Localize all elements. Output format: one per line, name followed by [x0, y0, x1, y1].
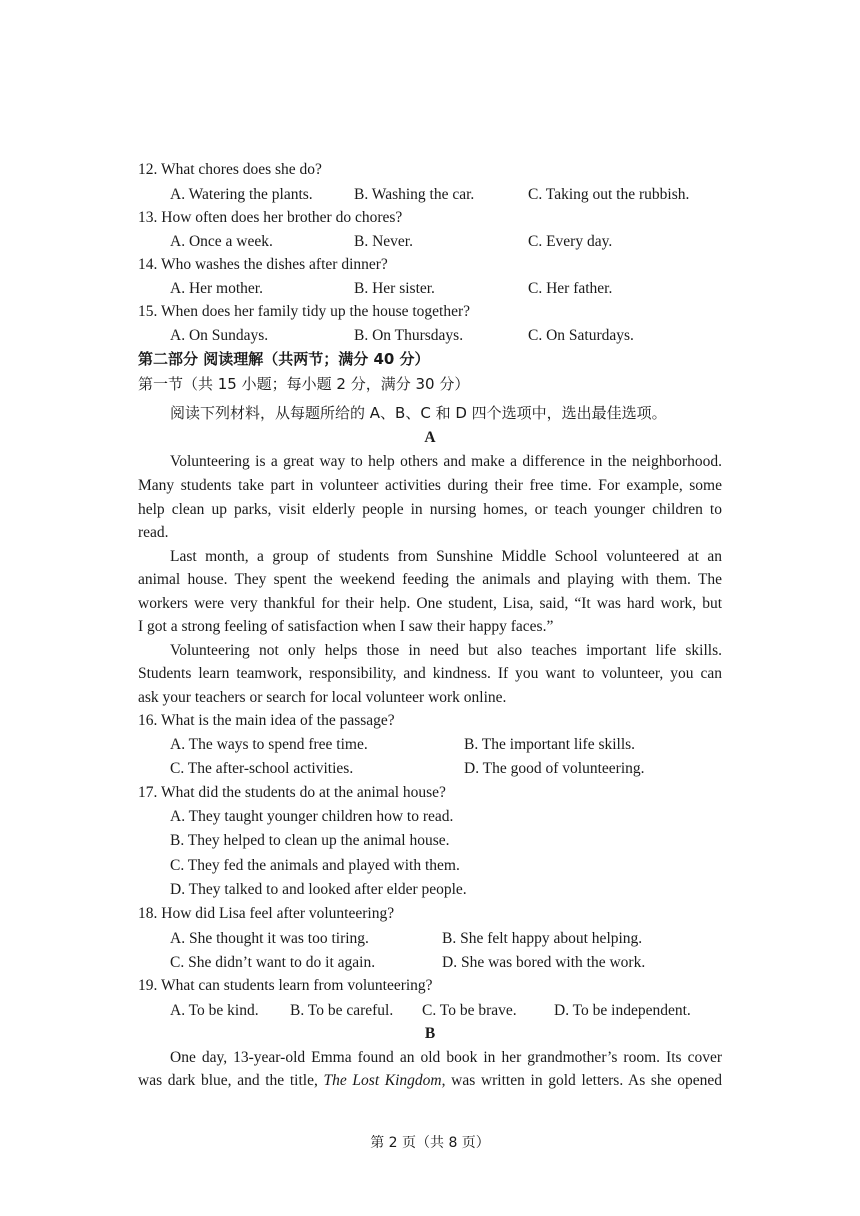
question-14-option-c: C. Her father. — [528, 280, 613, 297]
passage-a-line: Students learn teamwork, responsibility, and kindness. If you want to volunteer, you can — [138, 665, 722, 682]
passage-b-line — [138, 1071, 722, 1091]
question-16-option-d: D. The good of volunteering. — [464, 760, 645, 777]
passage-a-line: Volunteering not only helps those in need but also teaches important life skills. — [170, 642, 722, 659]
passage-b-label: B — [424, 1025, 436, 1042]
question-12-option-a: A. Watering the plants. — [170, 186, 313, 203]
question-13-option-b: B. Never. — [354, 233, 413, 250]
question-13-option-c: C. Every day. — [528, 233, 613, 250]
question-16-option-c: C. The after-school activities. — [170, 760, 354, 777]
question-12-option-b: B. Washing the car. — [354, 186, 475, 203]
question-14-option-b: B. Her sister. — [354, 280, 435, 297]
question-16-option-a: A. The ways to spend free time. — [170, 736, 368, 753]
question-18-option-d: D. She was bored with the work. — [442, 954, 646, 971]
question-16-option-b: B. The important life skills. — [464, 736, 636, 753]
question-15-option-a: A. On Sundays. — [170, 327, 269, 344]
passage-a-line: Many students take part in volunteer activities during their free time. For example, some — [138, 477, 722, 494]
question-13-stem: 13. How often does her brother do chores? — [138, 209, 403, 226]
section-part-title: 第一节（共 15 小题；每小题 2 分，满分 30 分） — [138, 375, 470, 393]
passage-a-line: animal house. They spent the weekend feeding the animals and playing with them. The — [138, 571, 722, 588]
passage-b-line: One day, 13-year-old Emma found an old book in her grandmother’s room. Its cover — [170, 1049, 722, 1066]
question-19-stem: 19. What can students learn from volunteering? — [138, 977, 433, 994]
question-19-option-d: D. To be independent. — [554, 1002, 691, 1019]
question-12-option-c: C. Taking out the rubbish. — [528, 186, 690, 203]
question-18-option-a: A. She thought it was too tiring. — [170, 930, 369, 947]
question-19-option-a: A. To be kind. — [170, 1002, 259, 1019]
question-17-option-d: D. They talked to and looked after elder people. — [170, 881, 467, 898]
question-19-option-c: C. To be brave. — [422, 1002, 517, 1019]
question-17-stem: 17. What did the students do at the animal house? — [138, 784, 446, 801]
book-title: The Lost Kingdom — [323, 1072, 442, 1089]
question-12-stem: 12. What chores does she do? — [138, 161, 322, 178]
passage-b-text: was dark blue, and the title, — [138, 1072, 324, 1089]
passage-b-text: , was written in gold letters. As she opened — [441, 1072, 722, 1089]
passage-a-line: I got a strong feeling of satisfaction when I saw their happy faces.” — [138, 618, 554, 635]
question-15-stem: 15. When does her family tidy up the house together? — [138, 303, 471, 320]
question-17-option-b: B. They helped to clean up the animal house. — [170, 832, 450, 849]
question-15-option-b: B. On Thursdays. — [354, 327, 464, 344]
section-instruction: 阅读下列材料，从每题所给的 A、B、C 和 D 四个选项中，选出最佳选项。 — [170, 404, 667, 422]
question-18-stem: 18. How did Lisa feel after volunteering? — [138, 905, 395, 922]
passage-a-line: Last month, a group of students from Sunshine Middle School volunteered at an — [170, 548, 722, 565]
question-17-option-a: A. They taught younger children how to read. — [170, 808, 454, 825]
question-19-option-b: B. To be careful. — [290, 1002, 394, 1019]
question-18-option-c: C. She didn’t want to do it again. — [170, 954, 376, 971]
question-18-option-b: B. She felt happy about helping. — [442, 930, 643, 947]
passage-a-label: A — [424, 429, 436, 446]
question-15-option-c: C. On Saturdays. — [528, 327, 634, 344]
section-title: 第二部分 阅读理解（共两节；满分 40 分） — [138, 350, 430, 368]
question-17-option-c: C. They fed the animals and played with them. — [170, 857, 460, 874]
question-13-option-a: A. Once a week. — [170, 233, 273, 250]
question-14-stem: 14. Who washes the dishes after dinner? — [138, 256, 388, 273]
question-14-option-a: A. Her mother. — [170, 280, 263, 297]
passage-a-line: ask your teachers or search for local volunteer work online. — [138, 689, 507, 706]
passage-a-line: read. — [138, 524, 169, 541]
page-footer: 第 2 页（共 8 页） — [370, 1135, 490, 1151]
question-16-stem: 16. What is the main idea of the passage? — [138, 712, 395, 729]
passage-a-line: help clean up parks, visit elderly people in nursing homes, or teach younger children to — [138, 501, 722, 518]
passage-a-line: Volunteering is a great way to help others and make a difference in the neighborhood. — [170, 453, 722, 470]
passage-a-line: workers were very thankful for their help. One student, Lisa, said, “It was hard work, but — [138, 595, 722, 612]
